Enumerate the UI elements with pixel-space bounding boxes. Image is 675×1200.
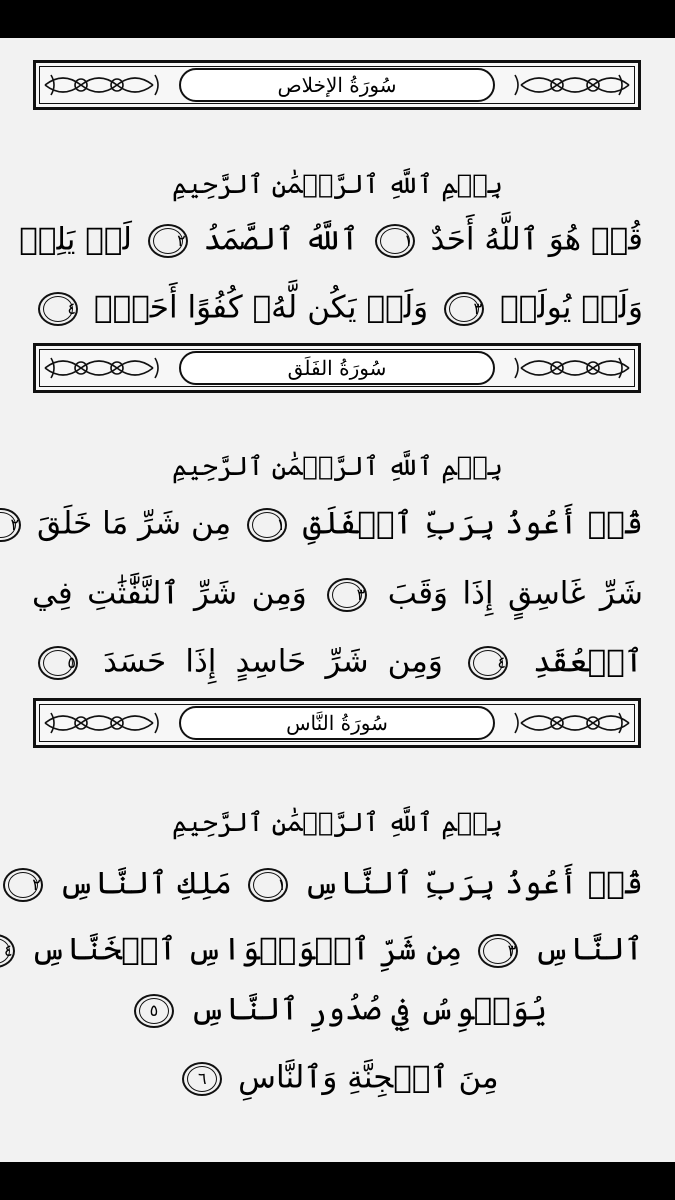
surah-title: سُورَةُ الإخلاص: [179, 68, 495, 102]
ayah-number: ١: [276, 515, 286, 534]
ayah-number-marker: [0, 508, 21, 542]
verse-line: [32, 865, 643, 902]
ayah-number: ٤: [497, 653, 506, 672]
ayah-number: ٢: [32, 875, 41, 894]
ayah-number-marker: [0, 934, 15, 968]
verse-text: وَلَمۡ يُولَدۡ: [500, 289, 644, 326]
surah-header-ikhlas: [33, 60, 641, 110]
arabesque-ornament-icon: [511, 69, 631, 101]
verse-text: مَلِكِ ٱلنَّاسِ: [58, 865, 233, 902]
verse-text: وَمِن شَرِّ حَاسِدٍ إِذَا حَسَدَ: [103, 643, 443, 680]
ayah-number: ١: [404, 231, 413, 250]
ayah-number-marker: [247, 508, 287, 542]
basmala: بِسۡمِ ٱللَّهِ ٱلرَّحۡمَٰنِ ٱلرَّحِيمِ: [172, 452, 503, 482]
verse-text: ٱلنَّاسِ: [534, 931, 643, 968]
surah-title: سُورَةُ النَّاس: [179, 706, 495, 740]
ayah-number: ٤: [67, 299, 76, 318]
ayah-number: ٤: [4, 941, 13, 960]
basmala: بِسۡمِ ٱللَّهِ ٱلرَّحۡمَٰنِ ٱلرَّحِيمِ: [172, 170, 503, 200]
mushaf-page: [0, 38, 675, 1162]
arabesque-ornament-icon: [511, 707, 631, 739]
verse-text: مِنَ ٱلۡجِنَّةِ وَٱلنَّاسِ: [238, 1059, 499, 1096]
verse-line: [10, 505, 643, 542]
arabesque-ornament-icon: [43, 707, 163, 739]
ayah-number: ٦: [198, 1069, 207, 1088]
verse-line: [32, 1059, 643, 1096]
ayah-number-marker: [375, 224, 415, 258]
ayah-number: ٢: [10, 515, 20, 534]
verse-line: [32, 643, 643, 680]
ayah-number-marker: [478, 934, 518, 968]
ayah-number-marker: [38, 292, 78, 326]
ayah-number-marker: [182, 1062, 222, 1096]
verse-text: لَمۡ يَلِدۡ: [19, 221, 132, 258]
verse-text: يُوَسۡوِسُ فِي صُدُورِ ٱلنَّاسِ: [189, 991, 548, 1028]
verse-text: وَمِن شَرِّ ٱلنَّفَّٰثَٰتِ فِي: [32, 575, 307, 612]
ayah-number-marker: [134, 994, 174, 1028]
verse-text: ٱللَّهُ ٱلصَّمَدُ: [203, 221, 359, 258]
ayah-number-marker: [148, 224, 188, 258]
arabesque-ornament-icon: [43, 69, 163, 101]
verse-text: مِن شَرِّ ٱلۡوَسۡوَاسِ ٱلۡخَنَّاسِ: [30, 931, 463, 968]
ayah-number: ٥: [67, 653, 76, 672]
ayah-number-marker: [248, 868, 288, 902]
ayah-number: ٢: [177, 231, 186, 250]
verse-text: قُلۡ أَعُوذُ بِرَبِّ ٱلنَّاسِ: [303, 865, 643, 902]
verse-text: شَرِّ غَاسِقٍ إِذَا وَقَبَ: [387, 575, 643, 612]
verse-line: [32, 575, 643, 612]
verse-text: ٱلۡعُقَدِ: [533, 643, 643, 680]
verse-line: [32, 991, 643, 1028]
ayah-number: ١: [277, 875, 286, 894]
ayah-number-marker: [327, 578, 367, 612]
ayah-number-marker: [444, 292, 484, 326]
verse-text: قُلۡ هُوَ ٱللَّهُ أَحَدٌ: [430, 221, 643, 258]
arabesque-ornament-icon: [511, 352, 631, 384]
ayah-number: ٥: [149, 1001, 159, 1020]
verse-line: [19, 221, 643, 258]
ayah-number: ٣: [507, 941, 517, 960]
verse-line: [32, 289, 644, 326]
ayah-number: ٣: [356, 585, 366, 604]
surah-header-falaq: [33, 343, 641, 393]
ayah-number-marker: [38, 646, 78, 680]
basmala: بِسۡمِ ٱللَّهِ ٱلرَّحۡمَٰنِ ٱلرَّحِيمِ: [172, 808, 503, 838]
ayah-number: ٣: [473, 299, 483, 318]
surah-title: سُورَةُ الفَلَق: [179, 351, 495, 385]
verse-text: وَلَمۡ يَكُن لَّهُۥ كُفُوًا أَحَدُۢ: [93, 289, 429, 326]
arabesque-ornament-icon: [43, 352, 163, 384]
verse-text: قُلۡ أَعُوذُ بِرَبِّ ٱلۡفَلَقِ: [302, 505, 643, 542]
verse-line: [4, 931, 643, 968]
ayah-number-marker: [3, 868, 43, 902]
surah-header-nas: [33, 698, 641, 748]
verse-text: مِن شَرِّ مَا خَلَقَ: [36, 505, 232, 542]
ayah-number-marker: [468, 646, 508, 680]
